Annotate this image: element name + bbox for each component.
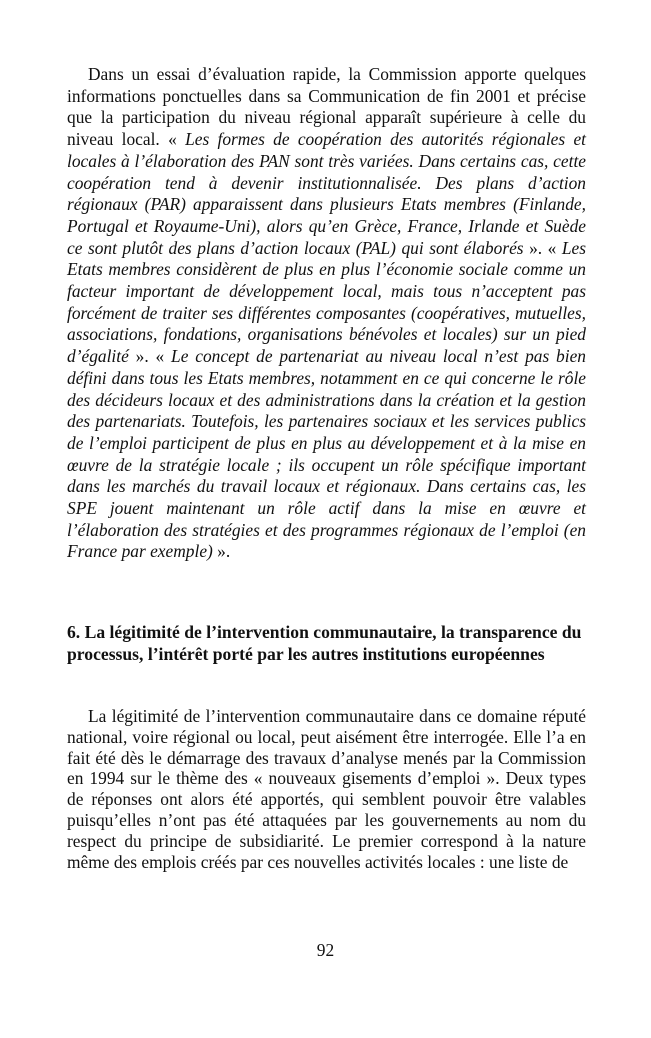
paragraph-intro: Dans un essai d’évaluation rapide, la Commission apporte quelques informations ponctuelles dans sa Communication de fin 2001 et précise que la participation du niveau régional apparaît supérieure à celle du niveau local. « xyxy=(67,64,586,150)
body-paragraph-2: La légitimité de l’intervention communautaire dans ce domaine réputé national, voire régional ou local, peut aisément être interrogée. Elle l’a en fait été dès le démarrage des travaux d’analyse menés par la Commission en 1994 sur le thème des « nouveaux gisements d’emploi ». Deux types de réponses ont alors été apportés, qui semblent pouvoir être valables puisqu’elles n’ont pas été attaquées par les gouvernements au nom du respect du principe de subsidiarité. Le premier correspond à la nature même des emplois créés par ces nouvelles activités locales : une liste de xyxy=(67,706,586,872)
quote-separator: ». « xyxy=(523,237,562,258)
quote-cooperation: Les formes de coopération des autorités régionales et locales à l’élaboration des PAN sont très variées. Dans certains cas, cette coopération tend à devenir institutionnalisée. Des plans d’action régionaux (PAR) apparaissent dans plusieurs Etats membres (Finlande, Portugal et Royaume-Uni), alors qu’en Grèce, France, Irlande et Suède ce sont plutôt des plans d’action locaux (PAL) qui sont élaborés xyxy=(67,129,586,258)
page-number: 92 xyxy=(316,940,335,960)
body-paragraph-1 xyxy=(67,64,586,563)
quote-end: ». xyxy=(212,541,231,562)
page-body xyxy=(67,64,586,563)
quote-partenariat: Le concept de partenariat au niveau local n’est pas bien défini dans tous les Etats membres, notamment en ce qui concerne le rôle des décideurs locaux et des administrations dans la création et la gestion des partenariats. Toutefois, les partenaires sociaux et les services publics de l’emploi participent de plus en plus au développement et à la mise en œuvre de la stratégie locale ; ils occupent un rôle spécifique important dans les marchés du travail locaux et régionaux. Dans certains cas, les SPE jouent maintenant un rôle actif dans la mise en œuvre et l’élaboration des stratégies et des programmes régionaux de l’emploi (en France par exemple) xyxy=(67,346,586,562)
section-heading: 6. La légitimité de l’intervention communautaire, la transparence du processus, l’intérêt porté par les autres institutions européennes xyxy=(67,622,582,664)
quote-economie-sociale: Les Etats membres considèrent de plus en plus l’économie sociale comme un facteur important de développement local, mais tous n’acceptent pas forcément de traiter ses différentes composantes (coopératives, mutuelles, associations, fondations, organisations bénévoles et locales) sur un pied d’égalité xyxy=(67,237,586,367)
quote-separator: ». « xyxy=(128,346,172,367)
